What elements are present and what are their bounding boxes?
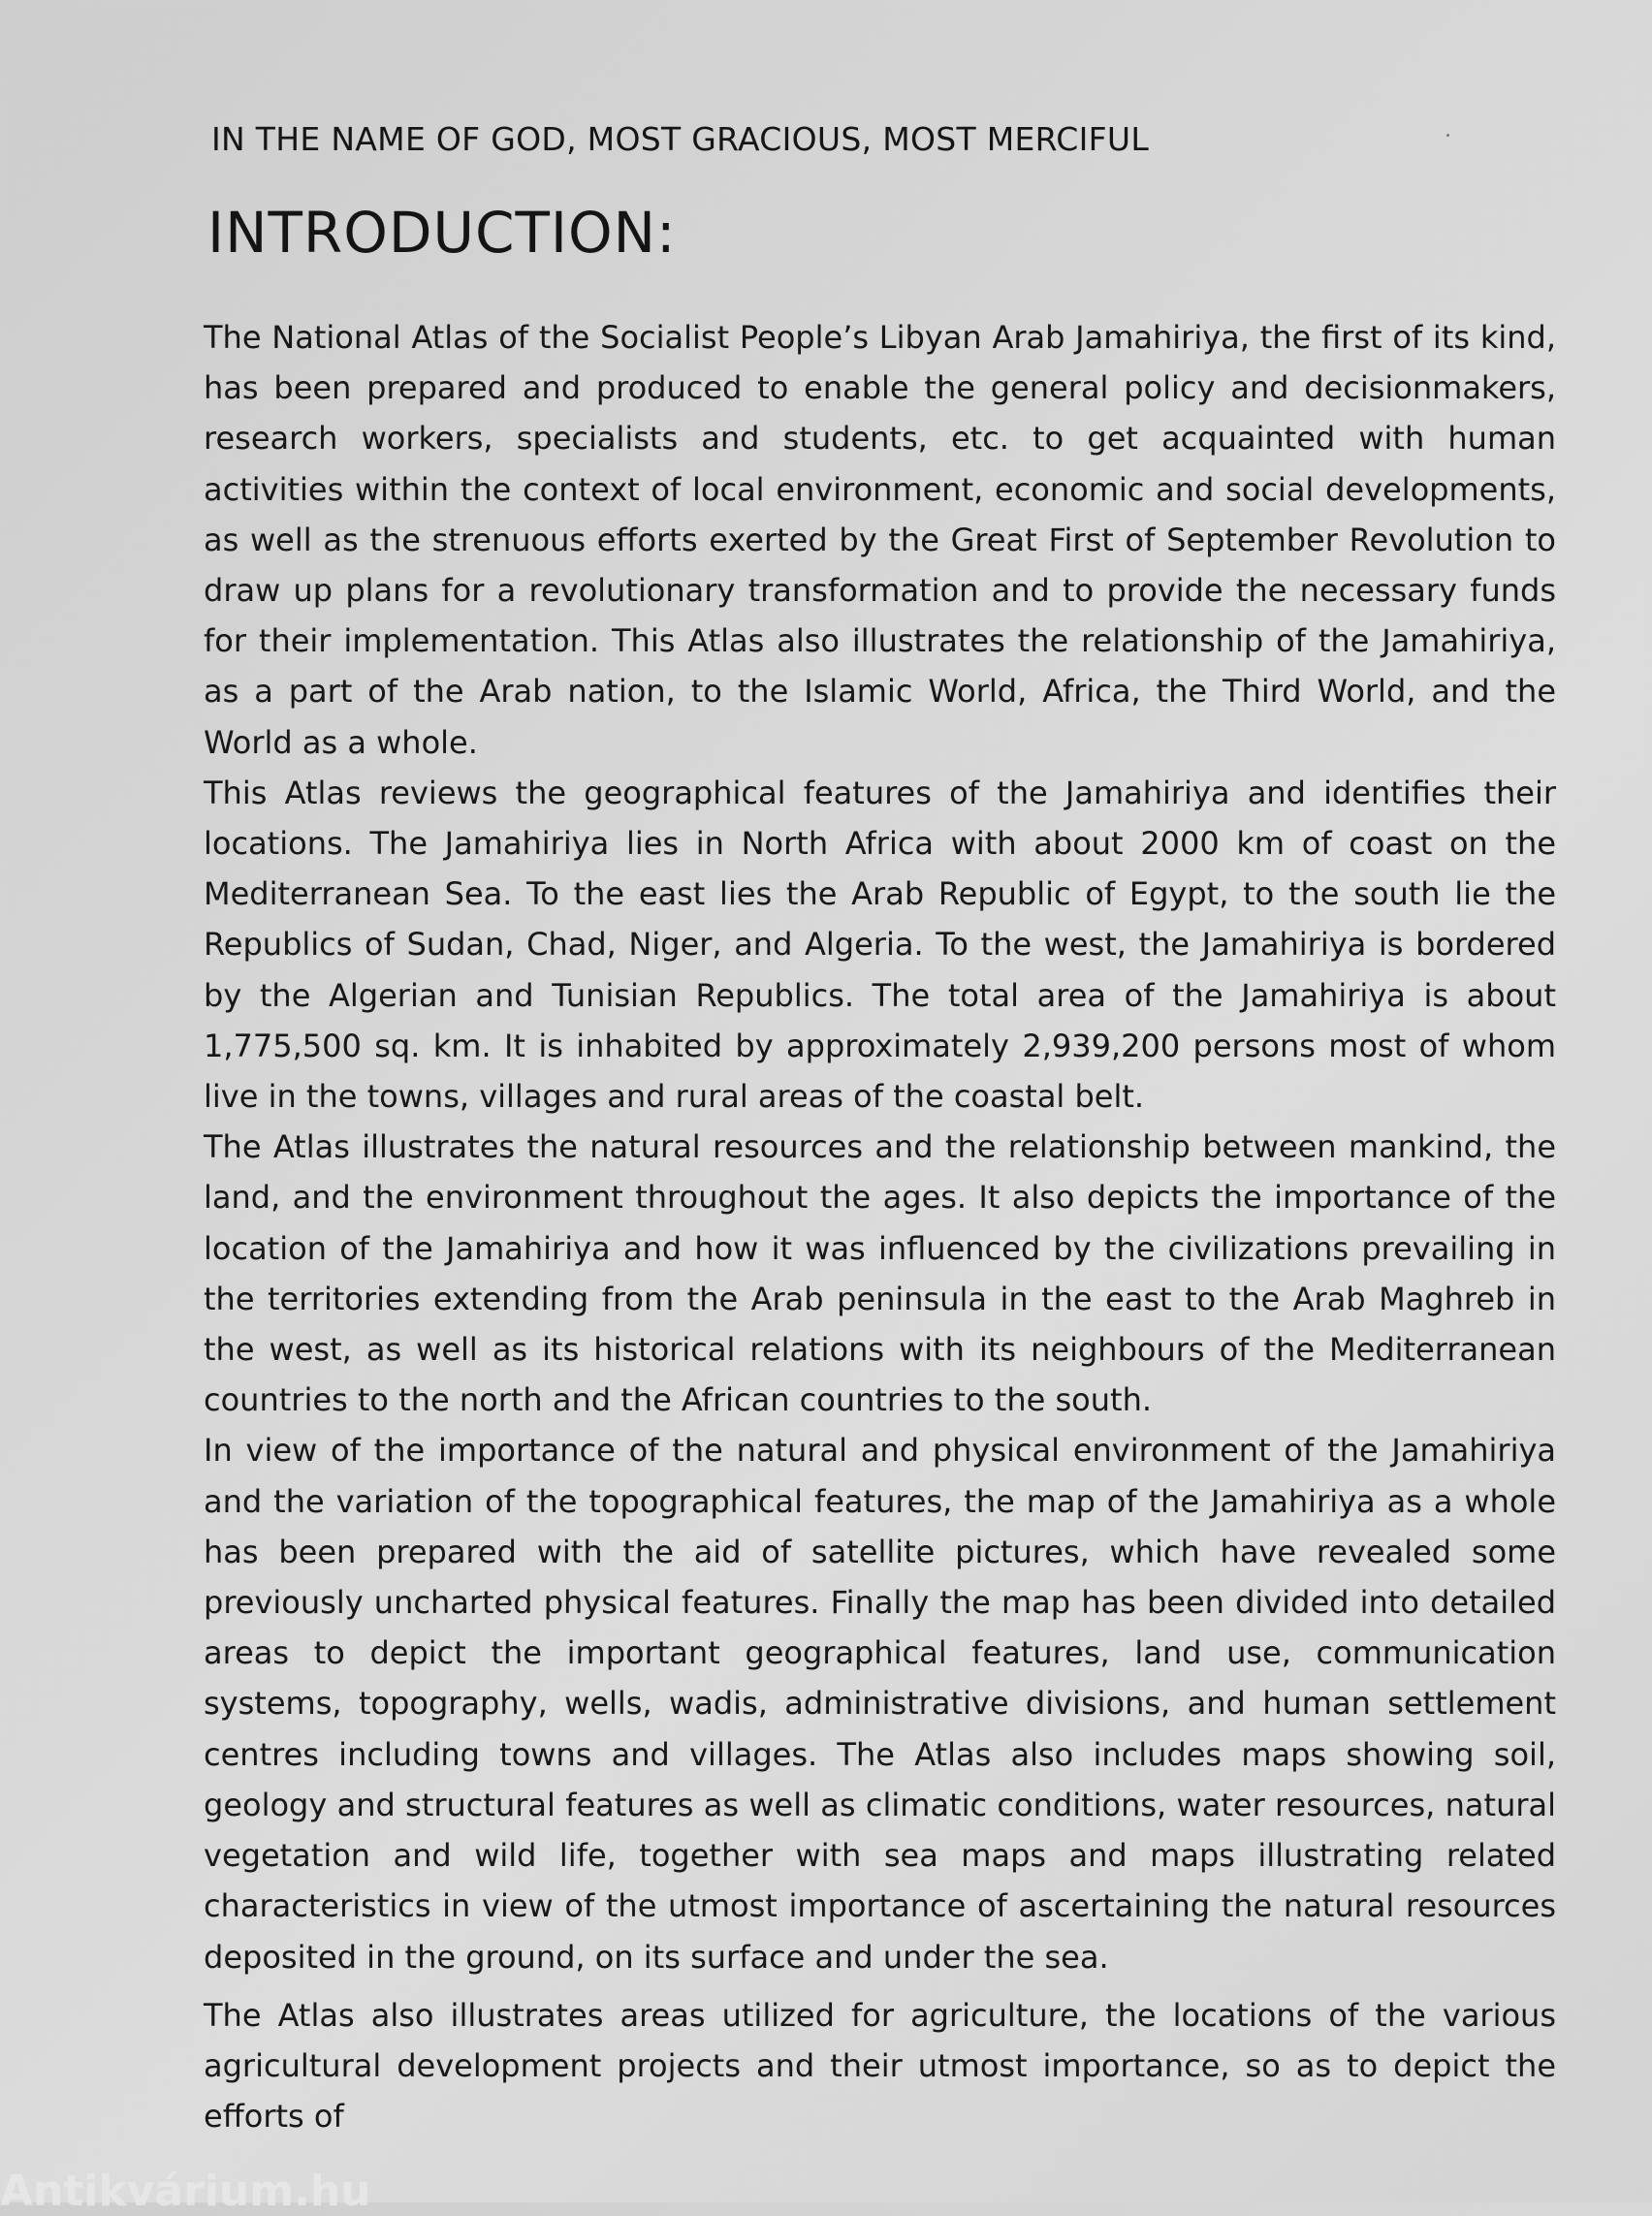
paragraph-4: In view of the importance of the natural and physical environment of the Jamahiriya and the variation of the topographical features, the map of the Jamahiriya as a whole has been prepared with the aid of satellite pictures, which have revealed some previously uncharted physical features. Finally the map has been divided into detailed areas to depict the important geographical features, land use, communication systems, topography, wells, wadis, administrative divisions, and human settlement centres including towns and villages. The Atlas also includes maps showing soil, geology and structural features as well as climatic conditions, water resources, natural vegetation and wild life, together with sea maps and maps illustrating related characteristics in view of the utmost importance of ascertaining the natural resources deposited in the ground, on its surface and under the sea.: [204, 1432, 1556, 1976]
introduction-title: INTRODUCTION:: [207, 200, 677, 266]
introduction-body: [204, 312, 1556, 2141]
paragraph-3: The Atlas illustrates the natural resources and the relationship between mankind, the land, and the environment throughout the ages. It also depicts the importance of the location of the Jamahiriya and how it was influenced by the civilizations prevailing in the territories extending from the Arab peninsula in the east to the Arab Maghreb in the west, as well as its historical relations with its neighbours of the Mediterranean countries to the north and the African countries to the south.: [204, 1128, 1556, 1419]
paragraph-2: This Atlas reviews the geographical features of the Jamahiriya and identifies their locations. The Jamahiriya lies in North Africa with about 2000 km of coast on the Mediterranean Sea. To the east lies the Arab Republic of Egypt, to the south lie the Republics of Sudan, Chad, Niger, and Algeria. To the west, the Jamahiriya is bordered by the Algerian and Tunisian Republics. The total area of the Jamahiriya is about 1,775,500 sq. km. It is inhabited by approximately 2,939,200 persons most of whom live in the towns, villages and rural areas of the coastal belt.: [204, 774, 1556, 1116]
paragraph-1: The National Atlas of the Socialist People’s Libyan Arab Jamahiriya, the first of its kind, has been prepared and produced to enable the general policy and decisionmakers, research workers, specialists and students, etc. to get acquainted with human activities within the context of local environment, economic and social developments, as well as the strenuous efforts exerted by the Great First of September Revolution to draw up plans for a revolutionary transformation and to provide the necessary funds for their implementation. This Atlas also illustrates the relationship of the Jamahiriya, as a part of the Arab nation, to the Islamic World, Africa, the Third World, and the World as a whole.: [204, 319, 1556, 761]
paragraph-5: The Atlas also illustrates areas utilized for agriculture, the locations of the various agricultural development projects and their utmost importance, so as to depict the efforts of: [204, 1996, 1556, 2136]
invocation-heading: IN THE NAME OF GOD, MOST GRACIOUS, MOST MERCIFUL: [211, 120, 1150, 158]
watermark: Antikvárium.hu: [0, 2167, 371, 2216]
